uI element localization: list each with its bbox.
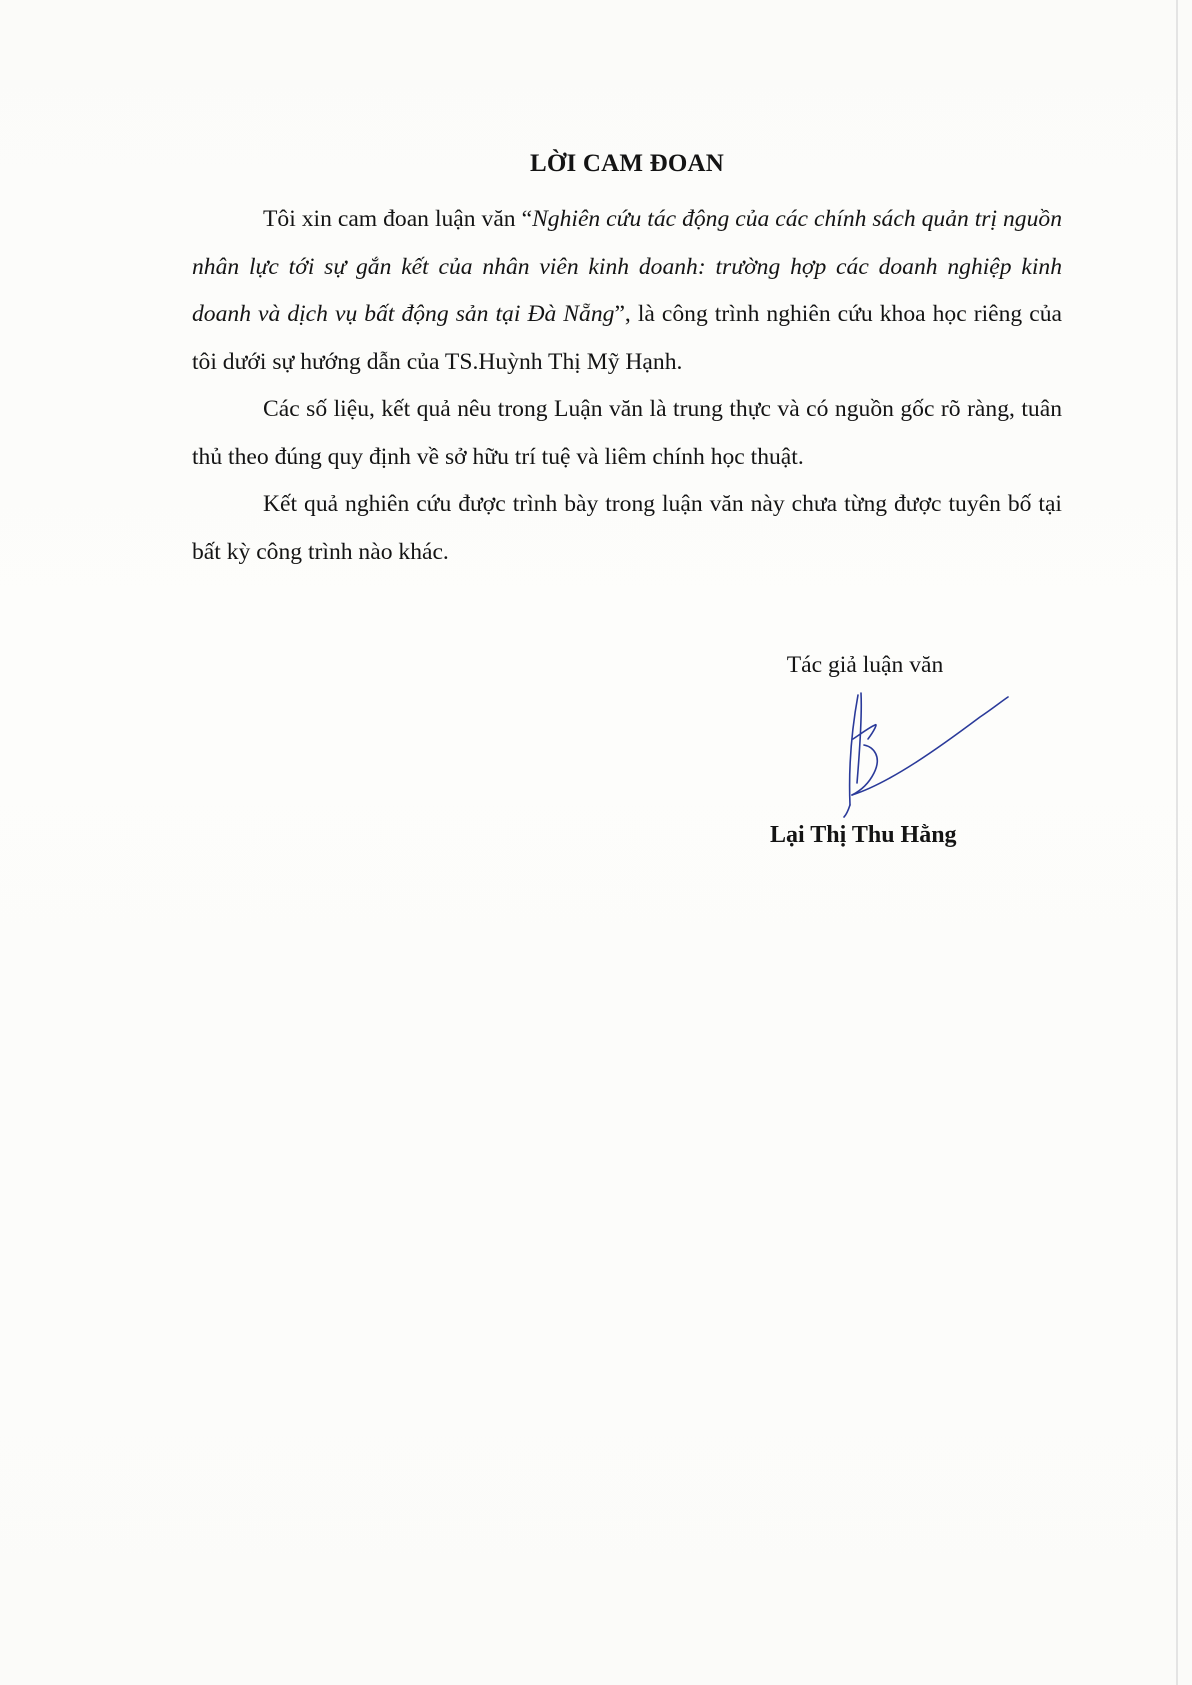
- signature-label: Tác giả luận văn: [786, 652, 944, 678]
- paragraph-suffix: ”, là công trình nghiên cứu khoa học riêng của tôi dưới sự hướng dẫn của TS.Huỳnh Thị Mỹ Hạnh.: [192, 301, 1062, 375]
- document-body: [192, 150, 1062, 576]
- author-name: Lại Thị Thu Hằng: [770, 822, 957, 848]
- paragraph-originality: Kết quả nghiên cứu được trình bày trong luận văn này chưa từng được tuyên bố tại bất kỳ công trình nào khác.: [192, 491, 1062, 565]
- page-edge: [1176, 0, 1178, 1685]
- document-title: LỜI CAM ĐOAN: [529, 150, 725, 177]
- handwritten-signature: [740, 687, 1040, 827]
- paragraph-declaration: [192, 196, 1062, 386]
- paragraph-prefix: Tôi xin cam đoan luận văn “: [263, 206, 533, 232]
- paragraph-data-integrity: Các số liệu, kết quả nêu trong Luận văn là trung thực và có nguồn gốc rõ ràng, tuân thủ theo đúng quy định về sở hữu trí tuệ và liêm chính học thuật.: [192, 396, 1062, 470]
- thesis-title: Nghiên cứu tác động của các chính sách quản trị nguồn nhân lực tới sự gắn kết của nhân viên kinh doanh: trường hợp các doanh nghiệp kinh doanh và dịch vụ bất động sản tại Đà Nẵng: [192, 206, 1062, 327]
- signature-block: [740, 652, 1000, 852]
